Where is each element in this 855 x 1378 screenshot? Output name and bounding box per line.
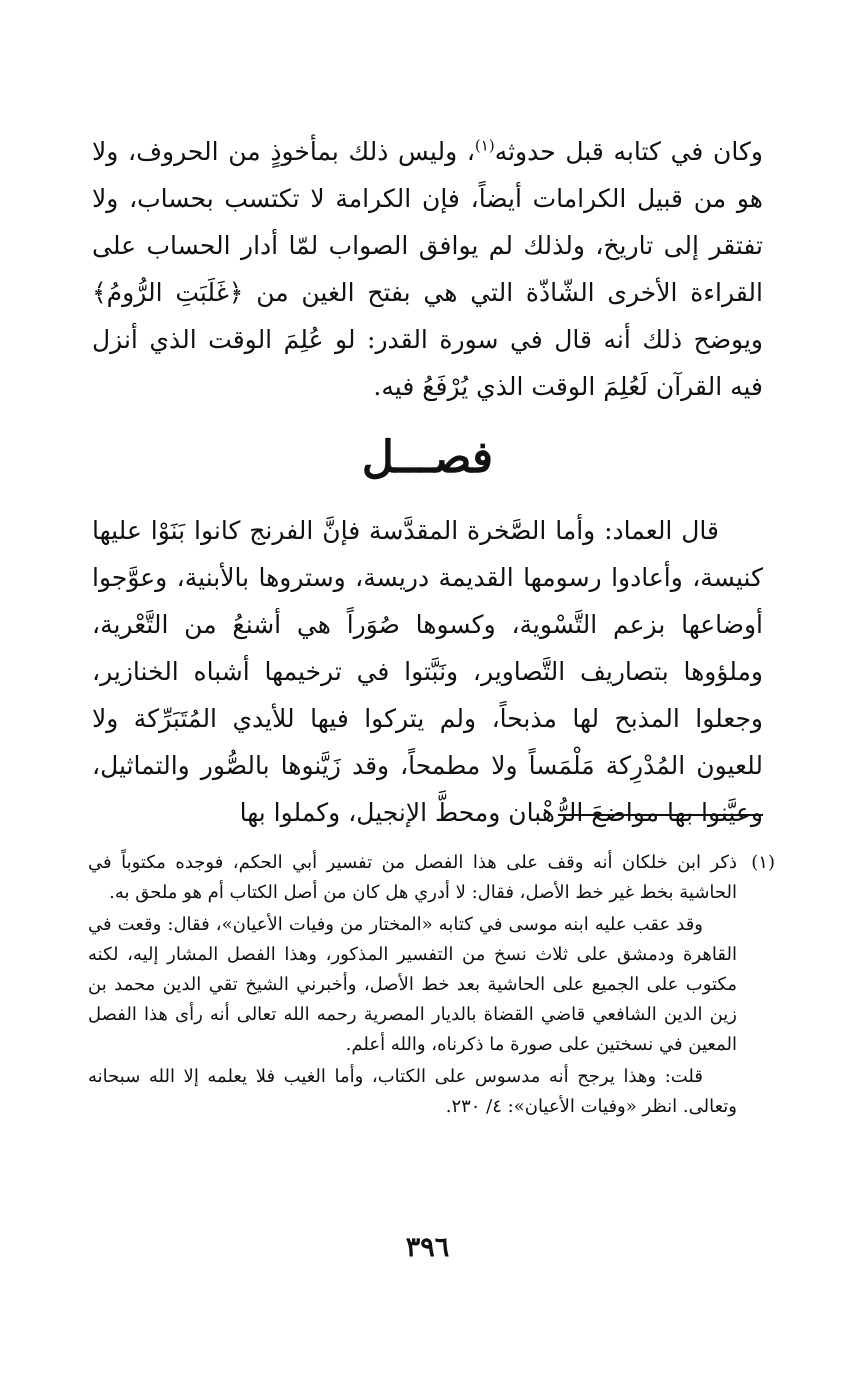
footnote-separator — [558, 814, 763, 816]
footnote-p2: وقد عقب عليه ابنه موسى في كتابه «المختار من وفيات الأعيان»، فقال: وقعت في القاهرة ودمشق على ثلاث نسخ من التفسير المذكور، وهذا الفصل المشار إليه، لكنه مكتوب على الجميع على الحاشية بعد خط الأصل، وأخبرني الشيخ تقي الدين محمد بن زين الدين الشافعي قاضي القضاة بالديار المصرية رحمه الله تعالى أنه رأى هذا الفصل المعين في نسختين على صورة ما ذكرناه، والله أعلم. — [88, 914, 737, 1055]
section-heading: فصـــل — [361, 432, 494, 483]
footnote-p1: ذكر ابن خلكان أنه وقف على هذا الفصل من تفسير أبي الحكم، فوجده مكتوباً في الحاشية بخط غير خط الأصل، فقال: لا أدري هل كان من أصل الكتاب أم هو ملحق به. — [88, 852, 737, 903]
footnote-p3: قلت: وهذا يرجح أنه مدسوس على الكتاب، وأما الغيب فلا يعلمه إلا الله سبحانه وتعالى. انظر «وفيات الأعيان»: ٤/ ٢٣٠. — [88, 1066, 737, 1117]
intro-paragraph — [92, 128, 763, 410]
footnote-1 — [88, 848, 775, 908]
main-paragraph: قال العماد: وأما الصَّخرة المقدَّسة فإنَّ الفرنج كانوا بَنَوْا عليها كنيسة، وأعادوا رسومها القديمة دريسة، وستروها بالأبنية، وعوَّجوا أوضاعها بزعم التَّسْوية، وكسوها صُوَراً هي أشنعُ من التَّعْرية، وملؤوها بتصاريف التَّصاوير، ونَبَّتوا في ترخيمها أشباه الخنازير، وجعلوا المذبح لها مذبحاً، ولم يتركوا فيها للأيدي المُتَبَرِّكة ولا للعيون المُدْرِكة مَلْمَساً ولا مطمحاً، وقد زَيَّنوها بالصُّور والتماثيل، وعيَّنوا بها مواضعَ الرُّهْبان ومحطَّ الإنجيل، وكملوا بها — [92, 516, 763, 827]
footnotes — [88, 848, 775, 1122]
intro-text-part1: وكان في كتابه قبل حدوثه — [494, 137, 764, 166]
page-number: ٣٩٦ — [405, 1232, 450, 1263]
footnote-reference: (١) — [474, 136, 495, 155]
intro-text-part2: ، وليس ذلك بمأخوذٍ من الحروف، ولا هو من قبيل الكرامات أيضاً، فإن الكرامة لا تكتسب بحساب، ولا تفتقر إلى تاريخ، ولذلك لم يوافق الصواب لمّا أدار الحساب على القراءة الأخرى الشّاذّة التي هي بفتح الغين من ﴿غَلَبَتِ الرُّومُ﴾ ويوضح ذلك أنه قال في سورة القدر: لو عُلِمَ الوقت الذي أنزل فيه القرآن لَعُلِمَ الوقت الذي يُرْفَعُ فيه. — [92, 137, 763, 401]
footnote-number: (١) — [751, 852, 775, 873]
